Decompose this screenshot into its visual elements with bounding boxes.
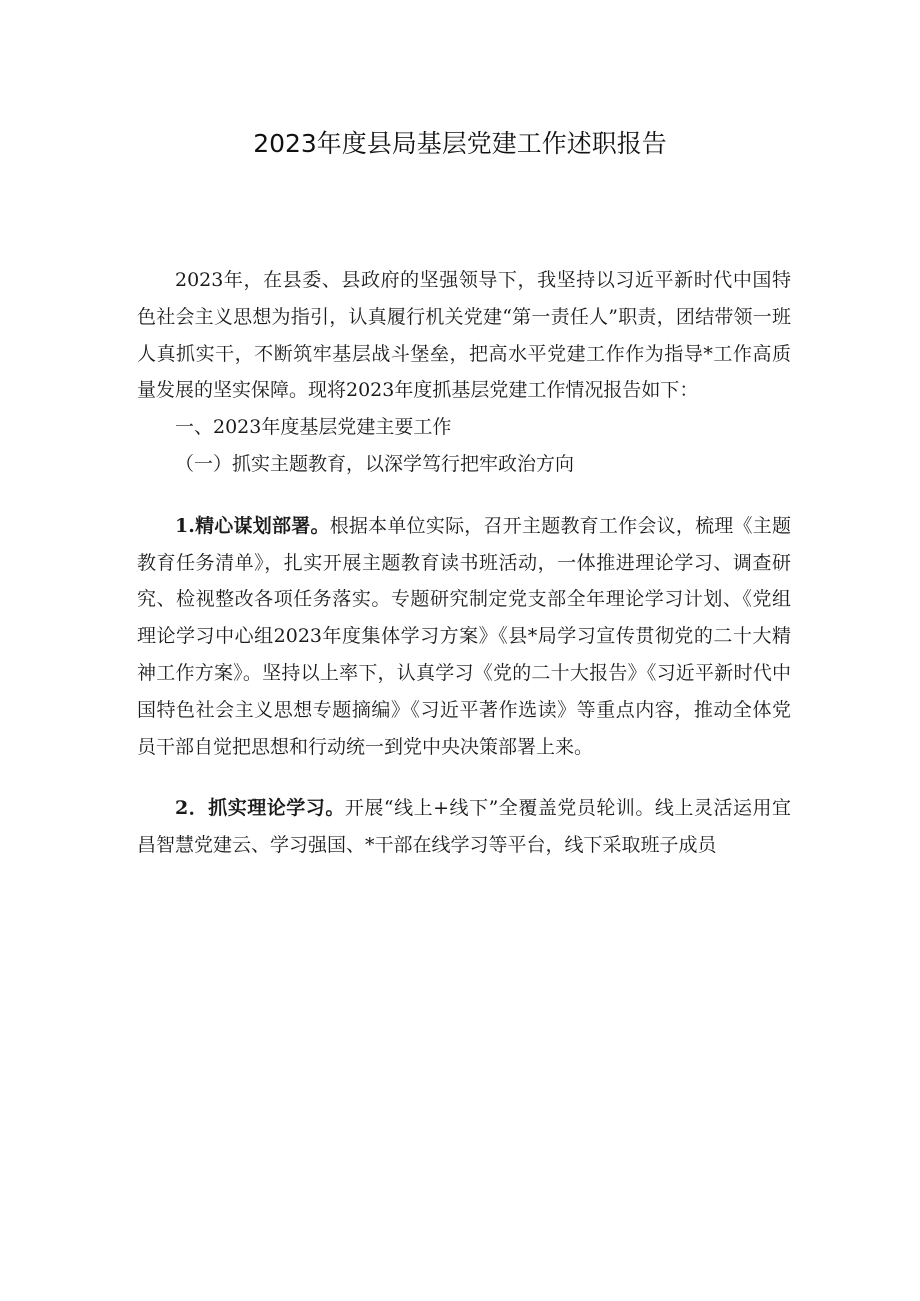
item-2-text: 开展“线上+线下”全覆盖党员轮训。线上灵活运用宜昌智慧党建云、学习强国、*干部在线学习等平台，线下采取班子成员 bbox=[137, 797, 791, 857]
document-title: 2023年度县局基层党建工作述职报告 bbox=[253, 129, 667, 158]
item-2-paragraph bbox=[137, 790, 791, 864]
item-2-lead: 2．抓实理论学习。 bbox=[175, 797, 345, 820]
document-body bbox=[137, 262, 791, 864]
item-1-paragraph bbox=[137, 508, 791, 766]
intro-paragraph: 2023年，在县委、县政府的坚强领导下，我坚持以习近平新时代中国特色社会主义思想为指引，认真履行机关党建“第一责任人”职责，团结带领一班人真抓实干，不断筑牢基层战斗堡垒，把高水平党建工作作为指导*工作高质量发展的坚实保障。现将2023年度抓基层党建工作情况报告如下： bbox=[137, 269, 791, 402]
section-heading: 一、2023年度基层党建主要工作 bbox=[175, 416, 452, 439]
subsection-heading: （一）抓实主题教育，以深学笃行把牢政治方向 bbox=[175, 452, 575, 475]
item-1-text: 根据本单位实际，召开主题教育工作会议，梳理《主题教育任务清单》，扎实开展主题教育读书班活动，一体推进理论学习、调查研究、检视整改各项任务落实。专题研究制定党支部全年理论学习计划、《党组理论学习中心组2023年度集体学习方案》《县*局学习宣传贯彻党的二十大精神工作方案》。坚持以上率下，认真学习《党的二十大报告》《习近平新时代中国特色社会主义思想专题摘编》《习近平著作选读》等重点内容，推动全体党员干部自觉把思想和行动统一到党中央决策部署上来。 bbox=[137, 514, 791, 758]
item-1-lead: 1.精心谋划部署。 bbox=[175, 514, 330, 537]
